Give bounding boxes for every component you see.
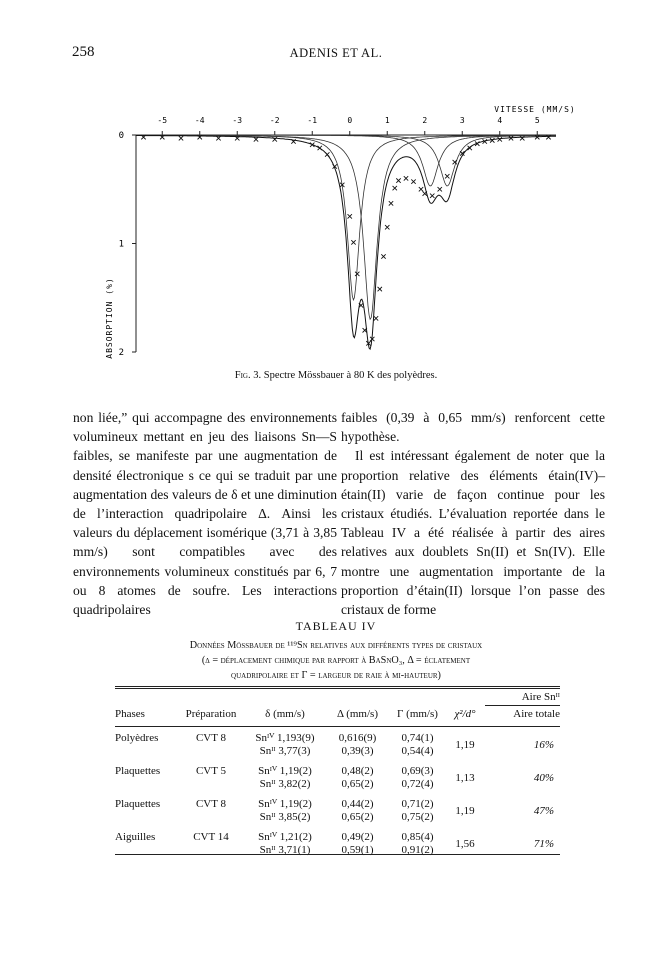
gamma-sn4: 0,74(1) <box>401 732 434 744</box>
data-point <box>374 316 378 320</box>
x-tick-label: -1 <box>307 116 318 125</box>
data-point <box>389 201 393 205</box>
data-point <box>396 178 400 182</box>
x-tick-label: -5 <box>157 116 168 125</box>
x-tick-label: 5 <box>534 116 540 125</box>
fit-component-curve <box>136 135 556 186</box>
table-row <box>115 823 560 856</box>
cell-gamma <box>390 823 445 856</box>
aire-header-bottom: Aire totale <box>513 708 560 720</box>
data-point <box>179 136 183 140</box>
delta-sn4: Snᴵⱽ 1,19(2) <box>258 798 312 810</box>
cell-aire <box>485 757 560 790</box>
phase-text: Plaquettes <box>115 765 161 777</box>
page-number: 258 <box>72 44 95 60</box>
gamma-sn2: 0,72(4) <box>401 777 434 790</box>
cell-gamma <box>390 757 445 790</box>
chi-text: 1,19 <box>455 804 475 817</box>
Delta-sn4: 0,49(2) <box>341 831 374 843</box>
prep-text: CVT 14 <box>193 831 229 843</box>
cell-gamma <box>390 790 445 823</box>
delta-sn4: Snᴵⱽ 1,19(2) <box>258 765 312 777</box>
data-point <box>381 254 385 258</box>
cell-aire <box>485 724 560 757</box>
gamma-sn4: 0,85(4) <box>401 831 434 843</box>
col-header-phases: Phases <box>115 708 145 720</box>
aire-header-top: Aire Snᴵᴵ <box>485 691 560 706</box>
delta-sn4: Snᴵⱽ 1,21(2) <box>258 831 312 843</box>
cell-delta <box>245 823 325 856</box>
figure-caption-text: Spectre Mössbauer à 80 K des polyèdres. <box>263 370 438 381</box>
cell-gamma <box>390 724 445 757</box>
data-point <box>490 138 494 142</box>
gamma-sn4: 0,71(2) <box>401 798 434 810</box>
chart-fit-curves <box>136 135 556 349</box>
fit-component-curve <box>136 135 556 186</box>
phase-text: Aiguilles <box>115 831 156 843</box>
chi-text: 1,13 <box>455 771 475 784</box>
cell-preparation <box>177 790 245 823</box>
data-point <box>411 179 415 183</box>
x-tick-label: 2 <box>422 116 428 125</box>
mossbauer-spectrum-chart <box>0 0 672 370</box>
data-point <box>498 137 502 141</box>
col-header-chi: χ²/d° <box>454 708 476 720</box>
y-axis-label: ABSORPTION (%) <box>105 277 114 359</box>
Delta-sn2: 0,65(2) <box>341 810 374 823</box>
data-point <box>378 287 382 291</box>
cell-aire <box>485 823 560 856</box>
cell-aire <box>485 790 560 823</box>
aire-text: 40% <box>533 771 554 784</box>
table-row <box>115 724 560 757</box>
y-tick-label: 0 <box>118 131 124 141</box>
table-caption-line: quadripolaire et Γ = largeur de raie à mi-hauteur) <box>231 670 441 681</box>
aire-text: 16% <box>533 738 554 751</box>
x-tick-label: 3 <box>459 116 465 125</box>
data-table <box>115 688 560 856</box>
x-tick-label: -4 <box>194 116 205 125</box>
aire-text: 71% <box>533 837 554 850</box>
phase-text: Polyèdres <box>115 732 159 744</box>
data-point <box>385 225 389 229</box>
table-caption <box>0 638 672 683</box>
gamma-sn2: 0,91(2) <box>401 843 434 856</box>
x-tick-label: 1 <box>384 116 390 125</box>
phase-text: Plaquettes <box>115 798 161 810</box>
Delta-sn4: 0,616(9) <box>338 732 377 744</box>
col-header-gamma: Γ (mm/s) <box>397 708 438 720</box>
data-point <box>351 240 355 244</box>
cell-preparation <box>177 823 245 856</box>
body-paragraph: faibles (0,39 à 0,65 mm/s) renforcent cette hypothèse. <box>341 410 605 445</box>
fit-component-curve <box>136 135 556 300</box>
chi-text: 1,19 <box>455 738 475 751</box>
x-tick-label: -3 <box>232 116 243 125</box>
delta-sn4: Snᴵⱽ 1,193(9) <box>255 732 315 744</box>
cell-Delta <box>325 823 390 856</box>
table-caption-line: Données Mössbauer de ¹¹⁹Sn relatives aux différents types de cristaux <box>189 640 483 651</box>
body-column-left <box>73 408 337 619</box>
body-paragraph: Il est intéressant également de noter que la proportion relative des éléments étain(IV)–étain(II) varie de façon continue pour les cristaux étudiés. L’évaluation reportée dans le Tableau IV a été réalisée à partir des aires relatives aux doublets Sn(II) et Sn(IV). Elle montre une augmentation importante de la proportion d’étain(II) lorsque l’on passe des cristaux de forme <box>341 448 605 618</box>
body-paragraph: non liée,” qui accompagne des environnements volumineux mettant en jeu des liaisons Sn—S faibles, se manifeste par une augmentation de densité électronique s ce qui se traduit par une augmentation des valeurs de δ et une diminution de l’interaction quadripolaire Δ. Ainsi les valeurs du déplacement isomérique (3,71 à 3,85 mm/s) sont compatibles avec des environnements volumineux constitués par 6, 7 ou 8 atomes de soufre. Les interactions quadripolaires <box>73 410 337 618</box>
cell-preparation <box>177 757 245 790</box>
aire-text: 47% <box>533 804 554 817</box>
cell-delta <box>245 724 325 757</box>
fit-total-curve <box>136 136 556 350</box>
Delta-sn2: 0,39(3) <box>341 744 374 757</box>
data-point <box>430 194 434 198</box>
cell-chi <box>445 790 485 823</box>
cell-delta <box>245 757 325 790</box>
chi-text: 1,56 <box>455 837 475 850</box>
data-point <box>438 187 442 191</box>
col-header-aire <box>485 688 560 724</box>
cell-Delta <box>325 790 390 823</box>
cell-chi <box>445 757 485 790</box>
gamma-sn2: 0,54(4) <box>401 744 434 757</box>
cell-preparation <box>177 724 245 757</box>
data-point <box>419 187 423 191</box>
col-header-delta: δ (mm/s) <box>265 708 305 720</box>
y-tick-label: 2 <box>118 348 124 358</box>
running-title: ADENIS ET AL. <box>289 46 383 60</box>
prep-text: CVT 8 <box>195 732 227 744</box>
data-point <box>325 152 329 156</box>
cell-phase <box>115 823 177 856</box>
cell-phase <box>115 724 177 757</box>
delta-sn2: Snᴵᴵ 3,85(2) <box>259 810 311 823</box>
table-title: TABLEAU IV <box>295 619 377 633</box>
cell-Delta <box>325 757 390 790</box>
Delta-sn4: 0,48(2) <box>341 765 374 777</box>
Delta-sn2: 0,65(2) <box>341 777 374 790</box>
table-rule-top <box>115 686 560 687</box>
cell-chi <box>445 724 485 757</box>
body-column-right <box>341 408 605 619</box>
cell-phase <box>115 790 177 823</box>
data-point <box>318 146 322 150</box>
x-axis-label: VITESSE (MM/S) <box>494 105 576 114</box>
gamma-sn4: 0,69(3) <box>401 765 434 777</box>
gamma-sn2: 0,75(2) <box>401 810 434 823</box>
data-point <box>254 137 258 141</box>
Delta-sn4: 0,44(2) <box>341 798 374 810</box>
cell-phase <box>115 757 177 790</box>
delta-sn2: Snᴵᴵ 3,77(3) <box>259 744 311 757</box>
prep-text: CVT 8 <box>195 798 227 810</box>
x-tick-label: 0 <box>347 116 353 125</box>
data-point <box>404 176 408 180</box>
col-header-Delta: Δ (mm/s) <box>337 708 378 720</box>
Delta-sn2: 0,59(1) <box>341 843 374 856</box>
cell-chi <box>445 823 485 856</box>
x-tick-label: -2 <box>269 116 280 125</box>
table-caption-line: (δ = déplacement chimique par rapport à BaSnO₃, Δ = éclatement <box>201 655 471 666</box>
x-tick-label: 4 <box>497 116 503 125</box>
chart-axes <box>119 116 556 358</box>
prep-text: CVT 5 <box>195 765 227 777</box>
figure-caption-label: Fig. 3. <box>234 370 262 381</box>
table-header-row <box>115 688 560 724</box>
data-point <box>355 272 359 276</box>
data-point <box>348 214 352 218</box>
delta-sn2: Snᴵᴵ 3,71(1) <box>259 843 311 856</box>
table-rule-header <box>115 726 560 727</box>
table-row <box>115 757 560 790</box>
table-row <box>115 790 560 823</box>
delta-sn2: Snᴵᴵ 3,82(2) <box>259 777 311 790</box>
data-point <box>216 136 220 140</box>
figure-caption <box>0 370 672 381</box>
y-tick-label: 1 <box>118 239 124 250</box>
cell-delta <box>245 790 325 823</box>
data-point <box>445 174 449 178</box>
fit-component-curve <box>136 135 556 319</box>
cell-Delta <box>325 724 390 757</box>
col-header-preparation: Préparation <box>185 708 237 720</box>
data-point <box>393 186 397 190</box>
table-rule-bottom <box>115 854 560 855</box>
